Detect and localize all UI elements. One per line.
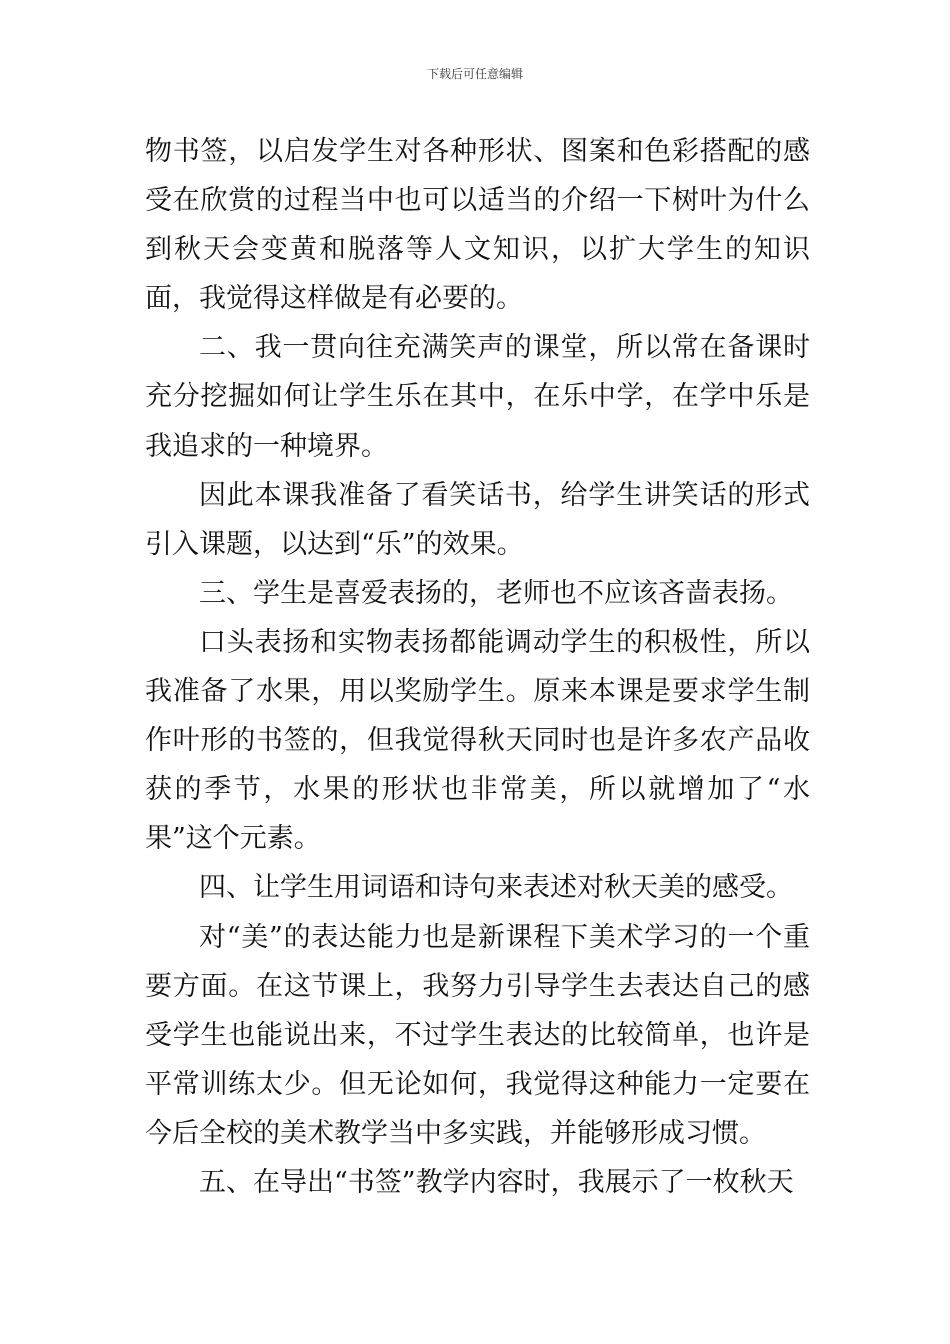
- paragraph-point-three-detail: 口头表扬和实物表扬都能调动学生的积极性，所以我准备了水果，用以奖励学生。原来本课是要求学生制作叶形的书签的，但我觉得秋天同时也是许多农产品收获的季节，水果的形状也非常美，所以就增加了“水果”这个元素。: [145, 626, 810, 855]
- paragraph-point-five: 五、在导出“书签”教学内容时，我展示了一枚秋天: [199, 1166, 794, 1198]
- paragraph-continued: 物书签，以启发学生对各种形状、图案和色彩搭配的感受在欣赏的过程当中也可以适当的介绍一下树叶为什么到秋天会变黄和脱落等人文知识，以扩大学生的知识面，我觉得这样做是有必要的。: [145, 136, 810, 315]
- paragraph-point-three: 三、学生是喜爱表扬的，老师也不应该吝啬表扬。: [199, 577, 793, 609]
- paragraph-point-two-detail: 因此本课我准备了看笑话书，给学生讲笑话的形式引入课题，以达到“乐”的效果。: [145, 479, 810, 560]
- document-body: [145, 127, 810, 1207]
- paragraph-point-four: 四、让学生用词语和诗句来表述对秋天美的感受。: [199, 872, 793, 904]
- page-header: 下载后可任意编辑: [426, 67, 523, 81]
- paragraph-point-two: 二、我一贯向往充满笑声的课堂，所以常在备课时充分挖掘如何让学生乐在其中，在乐中学，在学中乐是我追求的一种境界。: [145, 332, 810, 462]
- paragraph-point-four-detail: 对“美”的表达能力也是新课程下美术学习的一个重要方面。在这节课上，我努力引导学生去表达自己的感受学生也能说出来，不过学生表达的比较简单，也许是平常训练太少。但无论如何，我觉得这种能力一定要在今后全校的美术教学当中多实践，并能够形成习惯。: [145, 921, 810, 1149]
